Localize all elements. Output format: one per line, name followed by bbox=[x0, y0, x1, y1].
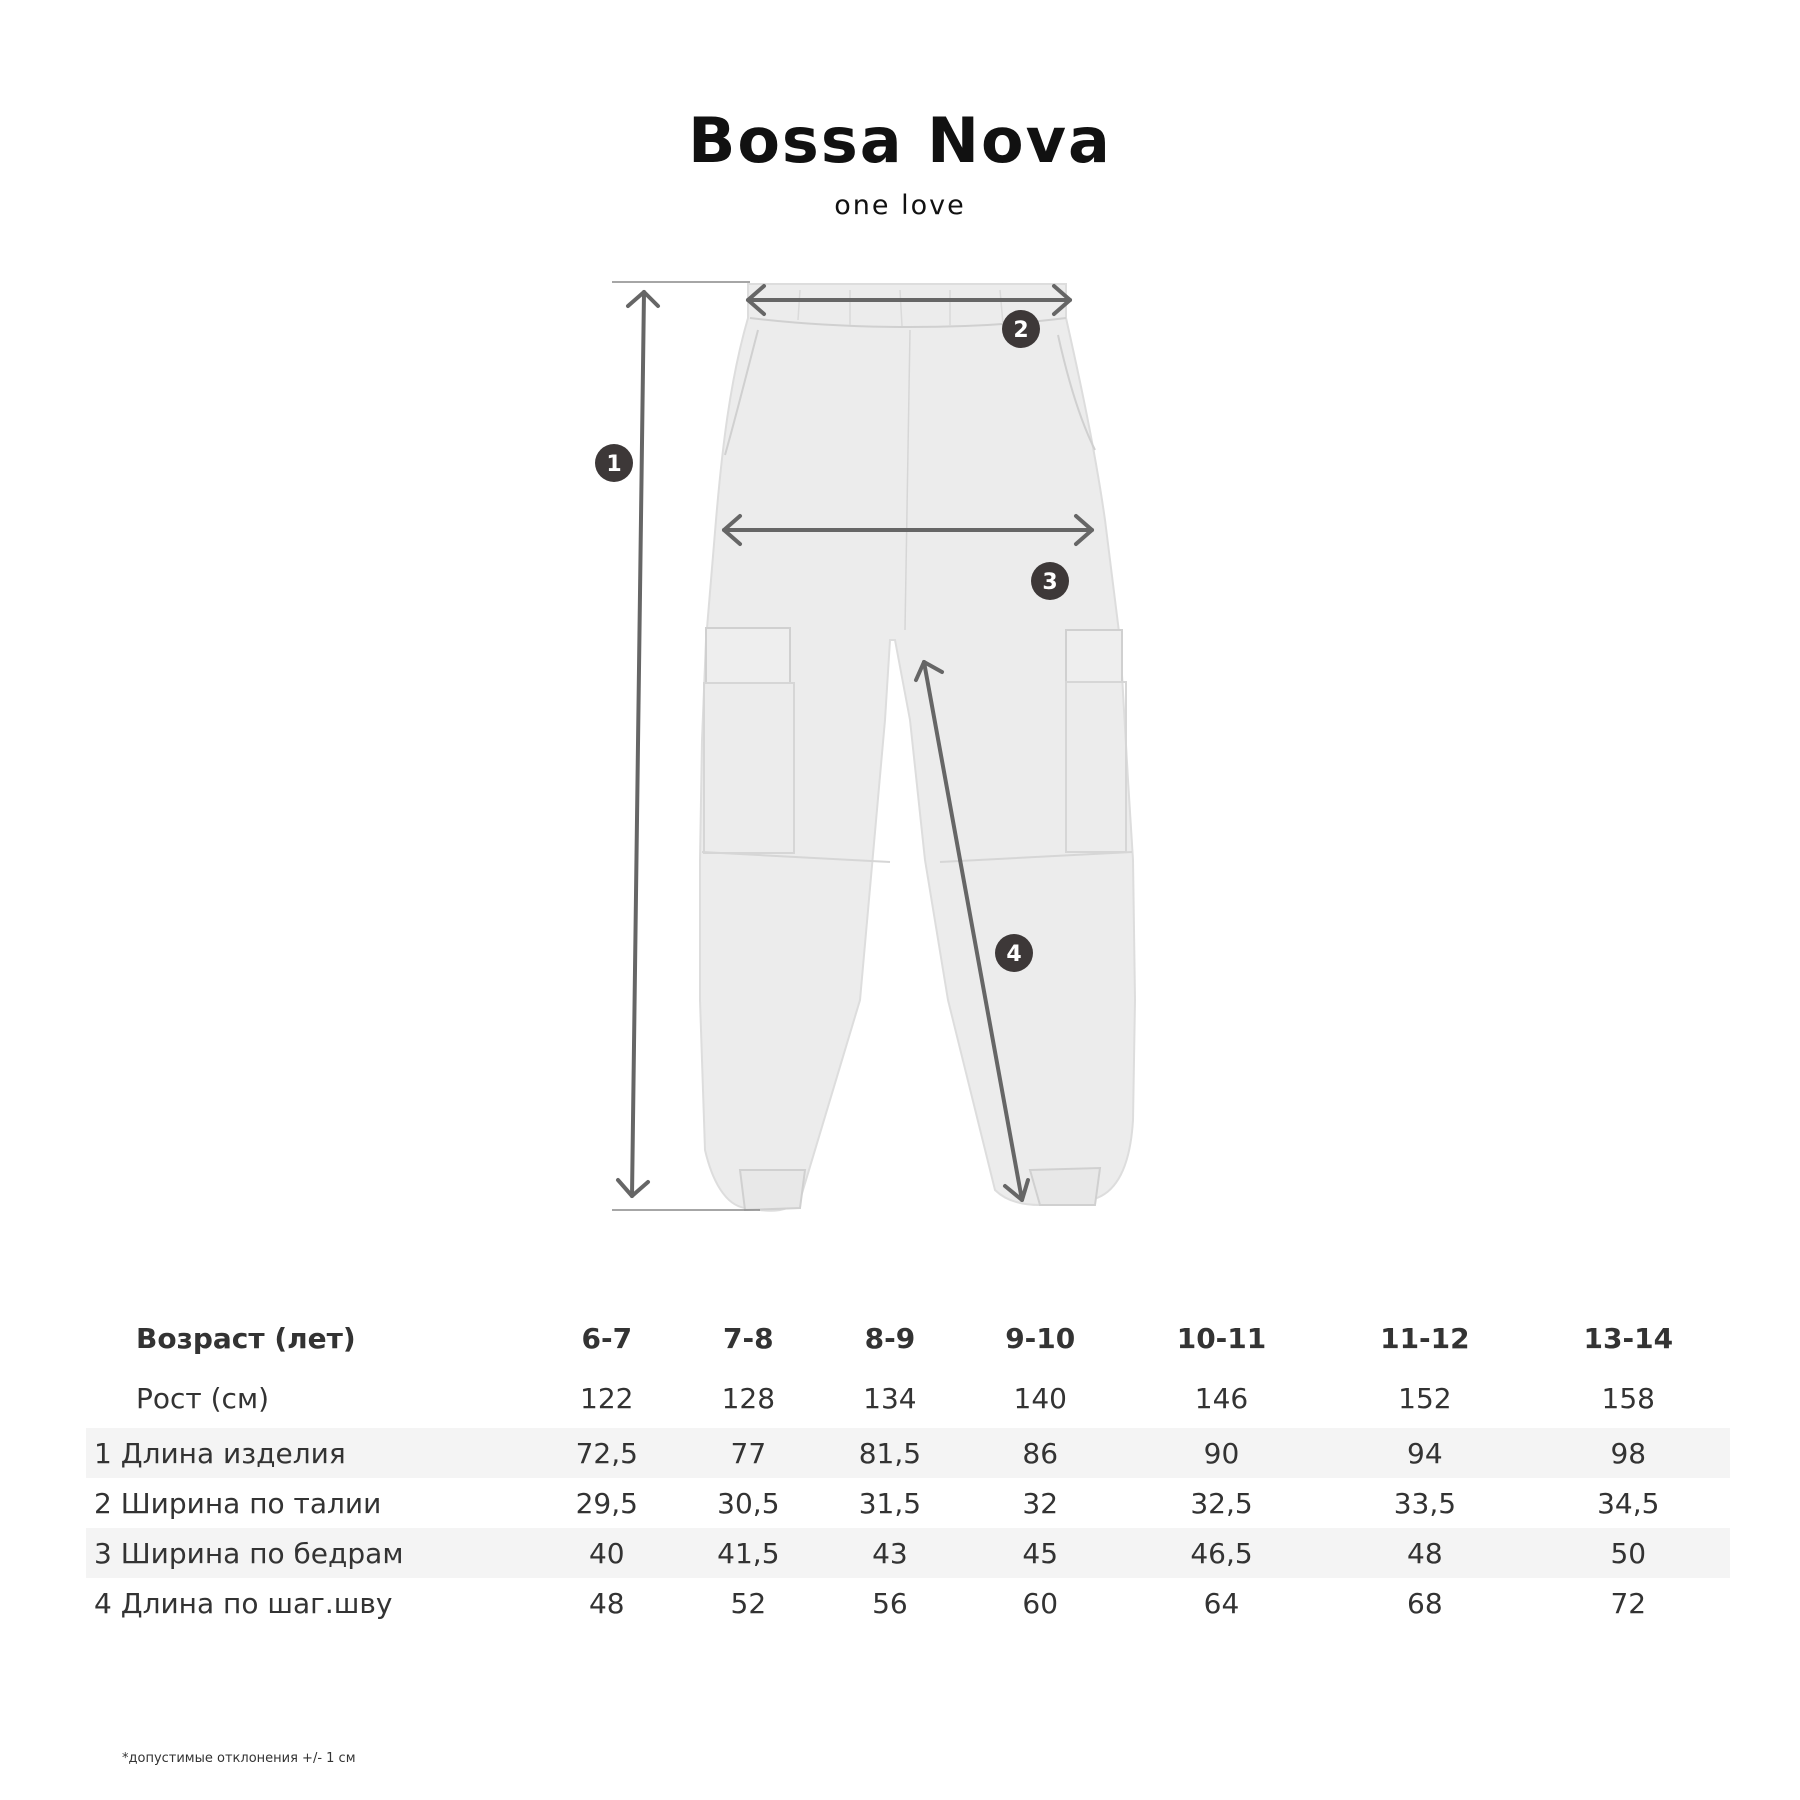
height-cell: 128 bbox=[721, 1381, 776, 1415]
value-cell: 56 bbox=[872, 1586, 908, 1620]
pants-illustration bbox=[700, 284, 1135, 1211]
value-cell: 32,5 bbox=[1190, 1486, 1253, 1520]
cuff-left bbox=[740, 1170, 805, 1210]
value-cell: 41,5 bbox=[678, 1528, 820, 1578]
cuff-right bbox=[1030, 1168, 1100, 1205]
table-row-inseam bbox=[86, 1578, 1730, 1628]
row-label: 2 Ширина по талии bbox=[94, 1486, 382, 1520]
row-label: 3 Ширина по бедрам bbox=[86, 1528, 536, 1578]
age-header-label: Возраст (лет) bbox=[136, 1321, 356, 1355]
value-cell: 33,5 bbox=[1393, 1486, 1457, 1520]
value-cell: 90 bbox=[1120, 1428, 1323, 1478]
value-cell: 81,5 bbox=[819, 1428, 961, 1478]
value-cell: 43 bbox=[819, 1528, 961, 1578]
age-cell: 10-11 bbox=[1176, 1321, 1267, 1355]
callout-2 bbox=[1002, 310, 1040, 348]
height-cell: 134 bbox=[863, 1381, 917, 1415]
brand-title: Bossa Nova bbox=[688, 104, 1112, 177]
age-cell: 7-8 bbox=[723, 1321, 774, 1355]
value-cell: 46,5 bbox=[1120, 1528, 1323, 1578]
height-row bbox=[86, 1368, 1730, 1428]
row-label: 1 Длина изделия bbox=[86, 1428, 536, 1478]
value-cell: 98 bbox=[1527, 1428, 1730, 1478]
height-cell: 140 bbox=[1013, 1381, 1067, 1415]
value-cell: 31,5 bbox=[858, 1486, 922, 1520]
value-cell: 72 bbox=[1610, 1586, 1647, 1620]
value-cell: 77 bbox=[678, 1428, 820, 1478]
age-cell: 8-9 bbox=[864, 1321, 916, 1355]
value-cell: 48 bbox=[1323, 1528, 1526, 1578]
value-cell: 45 bbox=[961, 1528, 1120, 1578]
age-cell: 6-7 bbox=[581, 1321, 633, 1355]
age-cell: 9-10 bbox=[1005, 1321, 1076, 1355]
cargo-pocket-flap-right bbox=[1066, 630, 1122, 682]
value-cell: 86 bbox=[961, 1428, 1120, 1478]
value-cell: 50 bbox=[1527, 1528, 1730, 1578]
row-label: 4 Длина по шаг.шву bbox=[94, 1586, 393, 1620]
table-row-waist bbox=[86, 1478, 1730, 1528]
brand-subtitle: one love bbox=[834, 190, 966, 221]
value-cell: 64 bbox=[1203, 1586, 1240, 1620]
value-cell: 52 bbox=[730, 1586, 767, 1620]
cargo-pocket-flap-left bbox=[706, 628, 790, 683]
height-label: Рост (см) bbox=[136, 1381, 269, 1415]
value-cell: 60 bbox=[1022, 1586, 1059, 1620]
value-cell: 32 bbox=[1022, 1486, 1059, 1520]
value-cell: 40 bbox=[536, 1528, 678, 1578]
age-cell: 11-12 bbox=[1380, 1321, 1470, 1355]
age-cell: 13-14 bbox=[1583, 1321, 1674, 1355]
value-cell: 68 bbox=[1407, 1586, 1443, 1620]
svg-text:2: 2 bbox=[1013, 318, 1029, 343]
value-cell: 29,5 bbox=[575, 1486, 638, 1520]
arrow-1-total-length bbox=[618, 292, 658, 1196]
value-cell: 94 bbox=[1323, 1428, 1526, 1478]
svg-text:1: 1 bbox=[606, 452, 622, 477]
pants-shape bbox=[700, 284, 1135, 1211]
tolerance-footnote: *допустимые отклонения +/- 1 см bbox=[122, 1751, 356, 1766]
table-row-hips bbox=[86, 1528, 1730, 1578]
height-cell: 152 bbox=[1398, 1381, 1452, 1415]
age-header-row bbox=[86, 1308, 1730, 1368]
height-cell: 122 bbox=[580, 1381, 634, 1415]
callout-4 bbox=[995, 934, 1033, 972]
callout-3 bbox=[1031, 562, 1069, 600]
value-cell: 48 bbox=[588, 1586, 625, 1620]
value-cell: 72,5 bbox=[536, 1428, 678, 1478]
value-cell: 34,5 bbox=[1597, 1486, 1660, 1520]
value-cell: 30,5 bbox=[717, 1486, 780, 1520]
table-row-length bbox=[86, 1428, 1730, 1478]
size-chart-table bbox=[86, 1308, 1730, 1628]
svg-text:3: 3 bbox=[1042, 570, 1058, 595]
height-cell: 158 bbox=[1601, 1381, 1655, 1415]
callout-1 bbox=[595, 444, 633, 482]
svg-text:4: 4 bbox=[1006, 942, 1022, 967]
height-cell: 146 bbox=[1194, 1381, 1249, 1415]
